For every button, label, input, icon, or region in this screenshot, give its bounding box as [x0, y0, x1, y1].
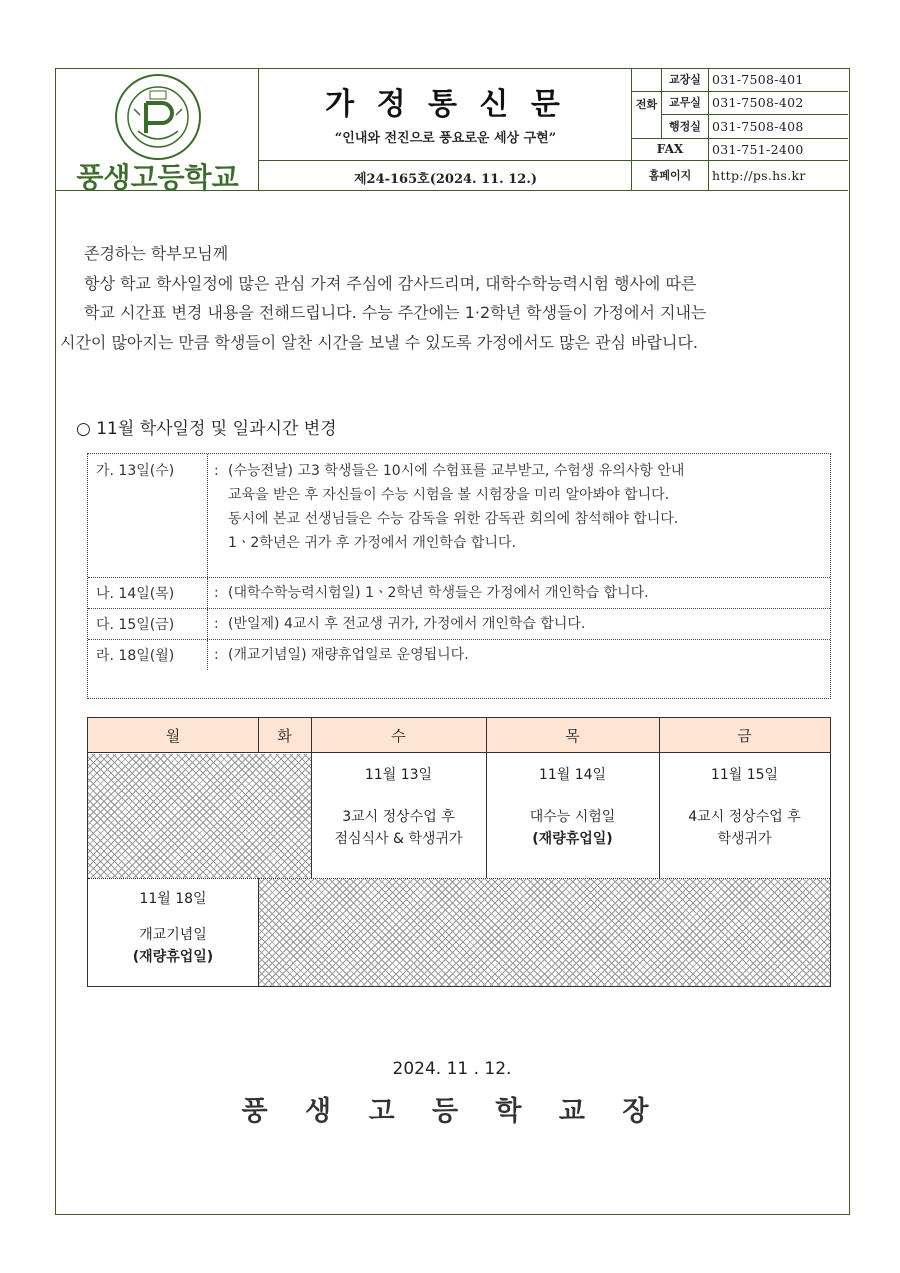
cell-date: 11월 13일	[364, 767, 433, 783]
issue-cell	[259, 161, 632, 191]
thu-cell	[486, 764, 659, 850]
body-line: 시간이 많아지는 만큼 학생들이 알찬 시간을 보낼 수 있도록 가정에서도 많은 관심 바랍니다.	[60, 332, 698, 352]
letter-body	[56, 239, 848, 357]
principal-signature: 풍 생 고 등 학 교 장	[241, 1096, 663, 1127]
issue-date: 2024. 11 . 12.	[392, 1059, 512, 1079]
notice-text: : (반일제) 4교시 후 전교생 귀가, 가정에서 개인학습 합니다.	[208, 609, 830, 636]
cell-text: 4교시 정상수업 후	[688, 809, 801, 825]
header-wed: 수	[311, 718, 486, 753]
greeting: 존경하는 학부모님께	[84, 244, 229, 263]
mon-cell	[88, 888, 258, 968]
cell-text: (재량휴업일)	[132, 949, 214, 965]
contact-label: 교장실	[662, 69, 709, 91]
body-line: 항상 학교 학사일정에 많은 관심 가져 주심에 감사드리며, 대학수학능력시험 행사에 따른	[84, 273, 697, 293]
fax-value: 031-751-2400	[712, 142, 804, 157]
fax-row	[632, 139, 848, 161]
notice-key: 나. 14일(목)	[88, 578, 208, 608]
document-frame	[55, 68, 850, 1215]
notice-row	[88, 609, 830, 640]
contact-value: 031-7508-401	[712, 72, 804, 87]
school-name: 풍생고등학교	[76, 161, 239, 194]
tel-label: 전화	[632, 69, 662, 139]
contact-label: 교무실	[662, 92, 709, 114]
notice-text: : (수능전날) 고3 학생들은 10시에 수험표를 교부받고, 수험생 유의사항 안내 교육을 받은 후 자신들이 수능 시험을 볼 시험장을 미리 알아봐야 합니다. 동시에 본교 선생님들은 수능 감독을 위한 감독관 회의에 참석해야 합니다. 1ㆍ2학년은 귀가 후 가정에서 개인학습 합니다.	[208, 454, 830, 555]
cell-text: (재량휴업일)	[532, 831, 613, 847]
title-cell	[259, 69, 632, 161]
cell-text: 점심식사 & 학생귀가	[334, 831, 463, 847]
cell-text: 개교기념일	[139, 927, 207, 943]
notice-key: 가. 13일(수)	[88, 454, 208, 577]
notice-line: (대학수학능력시험일) 1ㆍ2학년 학생들은 가정에서 개인학습 합니다.	[228, 585, 649, 601]
notice-key: 라. 18일(월)	[88, 640, 208, 670]
logo-cell	[56, 69, 259, 194]
cell-text: 3교시 정상수업 후	[342, 809, 455, 825]
notice-key: 다. 15일(금)	[88, 609, 208, 639]
notice-line: (반일제) 4교시 후 전교생 귀가, 가정에서 개인학습 합니다.	[228, 616, 586, 632]
notice-line: (수능전날) 고3 학생들은 10시에 수험표를 교부받고, 수험생 유의사항 안내	[228, 463, 685, 479]
notice-text: : (대학수학능력시험일) 1ㆍ2학년 학생들은 가정에서 개인학습 합니다.	[208, 578, 830, 605]
issue-number: 제24-165호(2024. 11. 12.)	[353, 172, 538, 187]
empty-hatched-cell	[259, 879, 830, 986]
contact-label: 행정실	[662, 115, 709, 138]
header-tue: 화	[258, 718, 311, 753]
schedule-table	[87, 717, 831, 987]
wed-cell	[311, 764, 486, 850]
notice-text: : (개교기념일) 재량휴업일로 운영됩니다.	[208, 640, 830, 667]
document-title: 가 정 통 신 문	[325, 87, 566, 122]
contact-row	[662, 115, 848, 139]
homepage-label: 홈페이지	[632, 161, 709, 191]
school-seal-icon	[114, 73, 202, 161]
divider	[258, 718, 259, 753]
cell-date: 11월 18일	[139, 891, 207, 907]
fri-cell	[659, 764, 830, 850]
homepage-row	[632, 161, 848, 191]
notice-row	[88, 640, 830, 698]
notice-line: 동시에 본교 선생님들은 수능 감독을 위한 감독관 회의에 참석해야 합니다.	[228, 511, 679, 527]
fax-label: FAX	[632, 139, 709, 160]
contact-value: 031-7508-408	[712, 119, 804, 134]
cell-text: 학생귀가	[717, 831, 772, 847]
cell-text: 대수능 시험일	[529, 809, 616, 825]
school-slogan: “인내와 전진으로 풍요로운 세상 구현”	[334, 131, 557, 146]
notice-line: 1ㆍ2학년은 귀가 후 가정에서 개인학습 합니다.	[228, 535, 516, 551]
body-line: 학교 시간표 변경 내용을 전해드립니다. 수능 주간에는 1·2학년 학생들이 가정에서 지내는	[84, 303, 707, 322]
header-fri: 금	[659, 718, 830, 753]
notice-line: (개교기념일) 재량휴업일로 운영됩니다.	[228, 647, 469, 663]
header-thu: 목	[486, 718, 659, 753]
letter-header	[56, 69, 848, 194]
notice-row	[88, 454, 830, 578]
notice-box	[87, 453, 831, 699]
notice-row	[88, 578, 830, 609]
cell-date: 11월 15일	[710, 767, 779, 783]
cell-date: 11월 14일	[538, 767, 607, 783]
contact-row	[632, 69, 848, 92]
homepage-link[interactable]: http://ps.hs.kr	[712, 168, 806, 183]
notice-line: 교육을 받은 후 자신들이 수능 시험을 볼 시험장을 미리 알아봐야 합니다.	[228, 487, 670, 503]
contact-row	[662, 92, 848, 115]
section-title: ○ 11월 학사일정 및 일과시간 변경	[76, 419, 337, 439]
header-mon: 월	[88, 718, 258, 753]
contact-table	[632, 69, 848, 191]
empty-hatched-cell	[88, 754, 311, 878]
contact-value: 031-7508-402	[712, 95, 804, 110]
